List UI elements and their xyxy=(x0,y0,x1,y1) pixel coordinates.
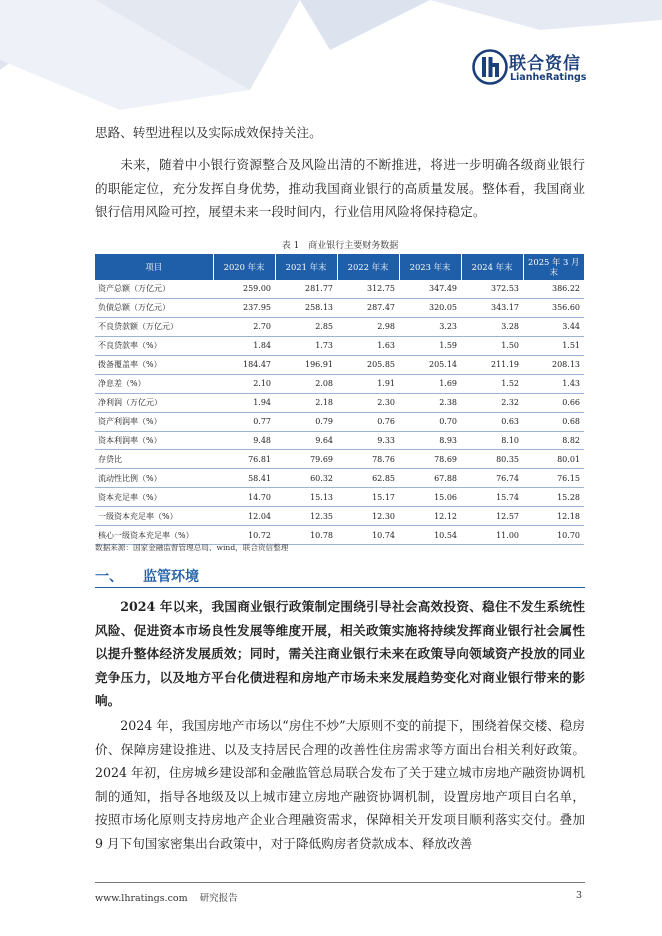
table-cell: 281.77 xyxy=(275,280,337,298)
table-cell: 76.15 xyxy=(523,469,584,488)
table-header-cell: 项目 xyxy=(95,254,213,280)
table-cell: 386.22 xyxy=(523,280,584,298)
table-cell: 1.59 xyxy=(399,336,461,355)
lh-ratings-logo-icon xyxy=(472,49,508,85)
table-cell: 2.18 xyxy=(275,393,337,412)
table-header-cell: 2022 年末 xyxy=(337,254,399,280)
table-header-row xyxy=(95,254,584,280)
table-cell: 80.01 xyxy=(523,450,584,469)
table-cell: 287.47 xyxy=(337,298,399,317)
table-cell: 60.32 xyxy=(275,469,337,488)
section-lead-paragraph: 2024 年以来，我国商业银行政策制定围绕引导社会高效投资、稳住不发生系统性风险、促进资本市场良性发展等维度开展，相关政策实施将持续发挥商业银行社会属性以提升整体经济发展质效；同时，需关注商业银行未来在政策导向领域资产投放的同业竞争压力，以及地方平台化债进程和房地产市场未来发展趋势变化对商业银行带来的影响。 xyxy=(95,599,585,708)
table-cell: 2.08 xyxy=(275,374,337,393)
table-cell: 211.19 xyxy=(461,355,523,374)
table-cell: 8.10 xyxy=(461,431,523,450)
table-cell: 1.50 xyxy=(461,336,523,355)
table-cell: 10.78 xyxy=(275,526,337,545)
table-header-cell: 2024 年末 xyxy=(461,254,523,280)
table-cell: 9.48 xyxy=(213,431,275,450)
table-cell: 356.60 xyxy=(523,298,584,317)
table-cell: 12.30 xyxy=(337,507,399,526)
table-header-cell: 2020 年末 xyxy=(213,254,275,280)
footer-doc-type: 研究报告 xyxy=(199,893,238,904)
table-cell: 12.12 xyxy=(399,507,461,526)
footer xyxy=(95,890,238,904)
table-cell: 8.82 xyxy=(523,431,584,450)
table-cell: 0.68 xyxy=(523,412,584,431)
table-row-label: 资产利润率（%） xyxy=(95,412,213,431)
table-cell: 12.18 xyxy=(523,507,584,526)
table-cell: 196.91 xyxy=(275,355,337,374)
table-cell: 1.84 xyxy=(213,336,275,355)
table-row-label: 不良贷款额（万亿元） xyxy=(95,317,213,336)
table-cell: 1.51 xyxy=(523,336,584,355)
table-cell: 10.74 xyxy=(337,526,399,545)
table-row xyxy=(95,488,584,507)
table-row xyxy=(95,298,584,317)
table-row xyxy=(95,336,584,355)
table-cell: 1.63 xyxy=(337,336,399,355)
table-row-label: 净利润（万亿元） xyxy=(95,393,213,412)
brand-logo xyxy=(472,48,590,90)
table-cell: 78.69 xyxy=(399,450,461,469)
table-cell: 0.77 xyxy=(213,412,275,431)
table-row-label: 存贷比 xyxy=(95,450,213,469)
table-cell: 79.69 xyxy=(275,450,337,469)
table-cell: 2.38 xyxy=(399,393,461,412)
table-row xyxy=(95,393,584,412)
table-row xyxy=(95,507,584,526)
table-cell: 0.76 xyxy=(337,412,399,431)
table-cell: 205.85 xyxy=(337,355,399,374)
table-cell: 11.00 xyxy=(461,526,523,545)
table-cell: 1.69 xyxy=(399,374,461,393)
table-cell: 0.79 xyxy=(275,412,337,431)
table-row xyxy=(95,469,584,488)
table-cell: 208.13 xyxy=(523,355,584,374)
table-cell: 320.05 xyxy=(399,298,461,317)
table-caption: 表 1 商业银行主要财务数据 xyxy=(281,241,399,251)
table-cell: 0.66 xyxy=(523,393,584,412)
table-cell: 80.35 xyxy=(461,450,523,469)
table-cell: 15.74 xyxy=(461,488,523,507)
section-title: 监管环境 xyxy=(143,569,199,585)
table-cell: 3.28 xyxy=(461,317,523,336)
section-number: 一、 xyxy=(95,569,123,585)
section-body-paragraph: 2024 年，我国房地产市场以“房住不炒”大原则不变的前提下，围绕着保交楼、稳房价、保障房建设推进、以及支持居民合理的改善性住房需求等方面出台相关利好政策。2024 年初，住房城乡建设部和金融监管总局联合发布了关于建立城市房地产融资协调机制的通知，指导各地级及以上城市建立房地产融资协调机制，设置房地产项目白名单，按照市场化原则支持房地产企业合理融资需求，保障相关开发项目顺利落实交付。叠加 9 月下旬国家密集出台政策中，对于降低购房者贷款成本、释放改善 xyxy=(95,718,585,851)
table-cell: 258.13 xyxy=(275,298,337,317)
table-row-label: 流动性比例（%） xyxy=(95,469,213,488)
table-row xyxy=(95,450,584,469)
table-cell: 259.00 xyxy=(213,280,275,298)
table-cell: 1.94 xyxy=(213,393,275,412)
table-cell: 15.28 xyxy=(523,488,584,507)
table-cell: 78.76 xyxy=(337,450,399,469)
table-cell: 9.64 xyxy=(275,431,337,450)
table-source-note: 数据来源：国家金融监督管理总局、wind，联合资信整理 xyxy=(95,543,289,552)
brand-name-en: LianheRatings xyxy=(510,72,587,83)
table-header-cell: 2021 年末 xyxy=(275,254,337,280)
footer-url[interactable]: www.lhratings.com xyxy=(95,893,188,904)
table-cell: 1.91 xyxy=(337,374,399,393)
table-cell: 10.70 xyxy=(523,526,584,545)
body-paragraph-2: 未来，随着中小银行资源整合及风险出清的不断推进，将进一步明确各级商业银行的职能定位，充分发挥自身优势，推动我国商业银行的高质量发展。整体看，我国商业银行信用风险可控，展望未来一段时间内，行业信用风险将保持稳定。 xyxy=(95,157,585,219)
table-cell: 62.85 xyxy=(337,469,399,488)
table-cell: 312.75 xyxy=(337,280,399,298)
table-row xyxy=(95,374,584,393)
table-cell: 184.47 xyxy=(213,355,275,374)
table-cell: 14.70 xyxy=(213,488,275,507)
table-cell: 0.70 xyxy=(399,412,461,431)
table-row-label: 资本充足率（%） xyxy=(95,488,213,507)
table-row xyxy=(95,355,584,374)
table-cell: 58.41 xyxy=(213,469,275,488)
table-cell: 2.30 xyxy=(337,393,399,412)
table-row-label: 核心一级资本充足率（%） xyxy=(95,526,213,545)
table-cell: 10.72 xyxy=(213,526,275,545)
table-cell: 2.32 xyxy=(461,393,523,412)
table-row xyxy=(95,317,584,336)
table-cell: 347.49 xyxy=(399,280,461,298)
table-cell: 1.43 xyxy=(523,374,584,393)
table-header-cell: 2023 年末 xyxy=(399,254,461,280)
table-cell: 1.73 xyxy=(275,336,337,355)
table-cell: 237.95 xyxy=(213,298,275,317)
table-cell: 8.93 xyxy=(399,431,461,450)
table-row xyxy=(95,431,584,450)
table-row-label: 拨备覆盖率（%） xyxy=(95,355,213,374)
table-cell: 76.74 xyxy=(461,469,523,488)
table-cell: 2.70 xyxy=(213,317,275,336)
footer-divider xyxy=(95,882,585,883)
table-row-label: 资产总额（万亿元） xyxy=(95,280,213,298)
table-row-label: 一级资本充足率（%） xyxy=(95,507,213,526)
table-cell: 67.88 xyxy=(399,469,461,488)
table-cell: 3.44 xyxy=(523,317,584,336)
financial-data-table xyxy=(95,254,584,545)
table-cell: 10.54 xyxy=(399,526,461,545)
table-cell: 1.52 xyxy=(461,374,523,393)
table-cell: 12.57 xyxy=(461,507,523,526)
table-cell: 12.35 xyxy=(275,507,337,526)
table-cell: 0.63 xyxy=(461,412,523,431)
table-row-label: 负债总额（万亿元） xyxy=(95,298,213,317)
table-cell: 9.33 xyxy=(337,431,399,450)
table-cell: 205.14 xyxy=(399,355,461,374)
brand-name-cn: 联合资信 xyxy=(509,54,581,74)
table-cell: 2.98 xyxy=(337,317,399,336)
page-number: 3 xyxy=(576,890,583,901)
table-cell: 343.17 xyxy=(461,298,523,317)
table-row-label: 资本利润率（%） xyxy=(95,431,213,450)
table-cell: 15.17 xyxy=(337,488,399,507)
section-heading xyxy=(95,565,585,588)
table-cell: 15.06 xyxy=(399,488,461,507)
table-cell: 372.53 xyxy=(461,280,523,298)
table-row-label: 净息差（%） xyxy=(95,374,213,393)
table-cell: 3.23 xyxy=(399,317,461,336)
table-cell: 12.04 xyxy=(213,507,275,526)
table-row-label: 不良贷款率（%） xyxy=(95,336,213,355)
table-header-cell: 2025 年 3 月末 xyxy=(523,254,584,280)
table-cell: 15.13 xyxy=(275,488,337,507)
body-paragraph-1: 思路、转型进程以及实际成效保持关注。 xyxy=(95,125,322,140)
table-cell: 2.10 xyxy=(213,374,275,393)
table-row xyxy=(95,412,584,431)
table-row xyxy=(95,280,584,298)
table-cell: 2.85 xyxy=(275,317,337,336)
table-cell: 76.81 xyxy=(213,450,275,469)
